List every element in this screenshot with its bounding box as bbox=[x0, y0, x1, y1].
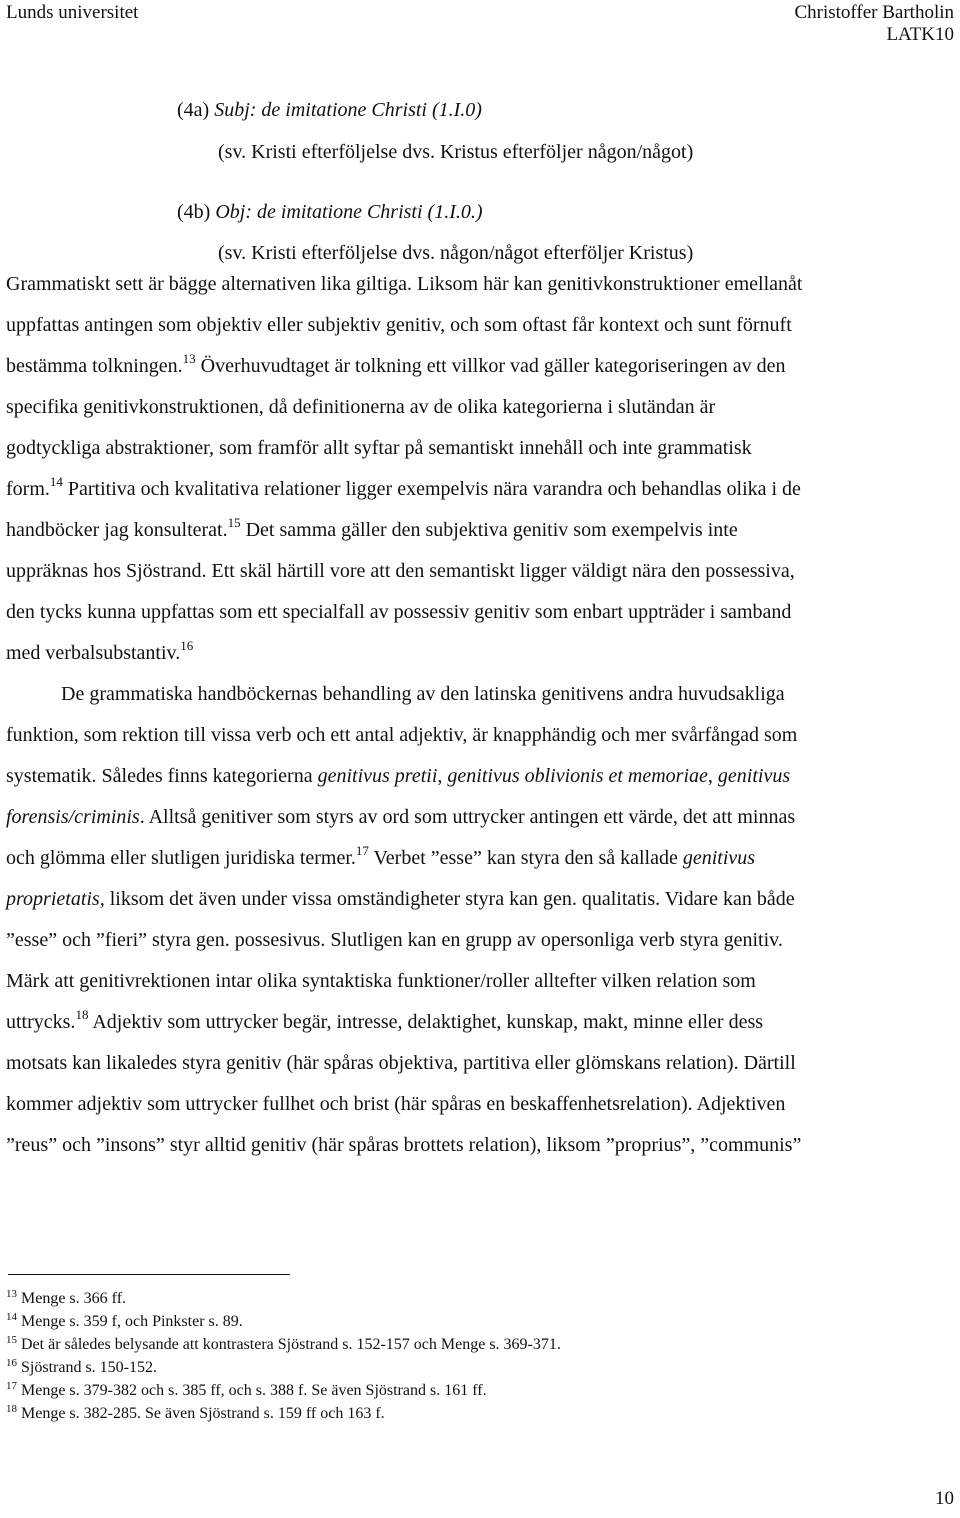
footnote-separator bbox=[8, 1274, 290, 1275]
footnote-number: 18 bbox=[6, 1403, 17, 1415]
body-text: bestämma tolkningen. bbox=[6, 355, 183, 377]
footnote-text: Sjöstrand s. 150-152. bbox=[17, 1359, 157, 1376]
body-line-4: specifika genitivkonstruktionen, då definitionerna av de olika kategorierna i slutändan är bbox=[6, 396, 716, 418]
example-4a-gloss: (sv. Kristi efterföljelse dvs. Kristus efterföljer någon/något) bbox=[218, 141, 694, 163]
body-text: uttrycks. bbox=[6, 1011, 76, 1033]
footnote-number: 15 bbox=[6, 1334, 17, 1346]
body-line-21: kommer adjektiv som uttrycker fullhet och brist (här spåras en beskaffenhetsrelation). Adjektiven bbox=[6, 1093, 786, 1115]
body-line-18: Märk att genitivrektionen intar olika syntaktiska funktioner/roller alltefter vilken relation som bbox=[6, 970, 756, 992]
body-text: Det samma gäller den subjektiva genitiv som exempelvis inte bbox=[240, 519, 738, 541]
body-line-17: ”esse” och ”fieri” styra gen. possesivus. Slutligen kan en grupp av opersonliga verb styra genitiv. bbox=[6, 929, 783, 951]
body-line-11: De grammatiska handböckernas behandling av den latinska genitivens andra huvudsakliga bbox=[61, 683, 785, 705]
example-4b-main: Obj: de imitatione Christi (1.I.0.) bbox=[215, 201, 483, 223]
footnote-text: Det är således belysande att kontrastera Sjöstrand s. 152-157 och Menge s. 369-371. bbox=[17, 1336, 561, 1353]
footnote-13 bbox=[6, 1290, 126, 1308]
latin-term: proprietatis, bbox=[6, 888, 105, 910]
body-line-10 bbox=[6, 638, 194, 665]
body-line-22: ”reus” och ”insons” styr alltid genitiv (här spåras brottets relation), liksom ”proprius”, ”communis” bbox=[6, 1134, 802, 1156]
body-line-12: funktion, som rektion till vissa verb och ett antal adjektiv, är knapphändig och mer svårfångad som bbox=[6, 724, 798, 746]
example-4a-main: Subj: de imitatione Christi (1.I.0) bbox=[214, 99, 482, 121]
body-line-13 bbox=[6, 764, 790, 788]
body-text: , bbox=[437, 765, 448, 787]
body-text: Adjektiv som uttrycker begär, intresse, delaktighet, kunskap, makt, minne eller dess bbox=[88, 1011, 764, 1033]
body-line-2: uppfattas antingen som objektiv eller subjektiv genitiv, och som oftast får kontext och sunt förnuft bbox=[6, 314, 792, 336]
latin-term: genitivus bbox=[682, 847, 756, 869]
footnote-text: Menge s. 379-382 och s. 385 ff, och s. 388 f. Se även Sjöstrand s. 161 ff. bbox=[17, 1382, 487, 1399]
body-line-5: godtyckliga abstraktioner, som framför allt syftar på semantiskt innehåll och inte grammatisk bbox=[6, 437, 752, 459]
example-4b-label: (4b) bbox=[177, 201, 211, 223]
page-number: 10 bbox=[935, 1488, 954, 1509]
body-text: och glömma eller slutligen juridiska termer. bbox=[6, 847, 356, 869]
body-text: form. bbox=[6, 478, 50, 500]
footnote-text: Menge s. 366 ff. bbox=[17, 1290, 127, 1307]
footnote-number: 14 bbox=[6, 1311, 17, 1323]
footnote-text: Menge s. 359 f, och Pinkster s. 89. bbox=[17, 1313, 243, 1330]
body-line-20: motsats kan likaledes styra genitiv (här spåras objektiva, partitiva eller glömskans relation). Därtill bbox=[6, 1052, 796, 1074]
footnote-number: 17 bbox=[6, 1380, 17, 1392]
example-4a-label: (4a) bbox=[177, 99, 210, 121]
body-line-9: den tycks kunna uppfattas som ett specialfall av possessiv genitiv som enbart uppträder i samband bbox=[6, 601, 792, 623]
latin-term: genitivus pretii bbox=[317, 765, 438, 787]
body-text: liksom det även under vissa omständigheter styra kan gen. qualitatis. Vidare kan både bbox=[104, 888, 795, 910]
body-line-6 bbox=[6, 474, 801, 501]
footnote-ref-13: 13 bbox=[182, 351, 196, 366]
footnote-16 bbox=[6, 1359, 157, 1377]
footnote-ref-18: 18 bbox=[75, 1007, 89, 1022]
header-institution: Lunds universitet bbox=[6, 2, 139, 23]
body-text: , bbox=[707, 765, 718, 787]
footnote-ref-15: 15 bbox=[227, 515, 241, 530]
example-4b bbox=[177, 201, 483, 223]
body-text: Partitiva och kvalitativa relationer ligger exempelvis nära varandra och behandlas olika i de bbox=[62, 478, 801, 500]
footnote-ref-17: 17 bbox=[355, 843, 369, 858]
footnote-number: 16 bbox=[6, 1357, 17, 1369]
latin-term: genitivus oblivionis et memoriae bbox=[447, 765, 708, 787]
body-text: med verbalsubstantiv. bbox=[6, 642, 181, 664]
footnote-18 bbox=[6, 1405, 385, 1423]
footnote-17 bbox=[6, 1382, 487, 1400]
example-4a bbox=[177, 99, 482, 121]
body-text: systematik. Således finns kategorierna bbox=[6, 765, 318, 787]
body-line-16 bbox=[6, 887, 795, 911]
footnote-15 bbox=[6, 1336, 561, 1354]
body-line-19 bbox=[6, 1007, 764, 1034]
body-text: handböcker jag konsulterat. bbox=[6, 519, 228, 541]
body-text: . Alltså genitiver som styrs av ord som uttrycker antingen ett värde, det att minnas bbox=[139, 806, 796, 828]
body-text: Överhuvudtaget är tolkning ett villkor vad gäller kategoriseringen av den bbox=[195, 355, 786, 377]
footnote-ref-14: 14 bbox=[49, 474, 63, 489]
body-line-8: uppräknas hos Sjöstrand. Ett skäl härtill vore att den semantiskt ligger väldigt nära den possessiva, bbox=[6, 560, 795, 582]
body-line-3 bbox=[6, 351, 786, 378]
header-author: Christoffer Bartholin bbox=[794, 2, 954, 23]
footnote-ref-16: 16 bbox=[180, 638, 194, 653]
body-line-7 bbox=[6, 515, 738, 542]
footnote-14 bbox=[6, 1313, 243, 1331]
header-author-course bbox=[794, 2, 954, 46]
latin-term: forensis/criminis bbox=[6, 806, 140, 828]
body-line-15 bbox=[6, 843, 756, 870]
footnote-number: 13 bbox=[6, 1288, 17, 1300]
body-line-14 bbox=[6, 805, 795, 829]
example-4b-gloss: (sv. Kristi efterföljelse dvs. någon/något efterföljer Kristus) bbox=[218, 242, 694, 264]
body-text: Verbet ”esse” kan styra den så kallade bbox=[368, 847, 683, 869]
latin-term: genitivus bbox=[717, 765, 791, 787]
footnote-text: Menge s. 382-285. Se även Sjöstrand s. 159 ff och 163 f. bbox=[17, 1405, 385, 1422]
header-course-code: LATK10 bbox=[886, 24, 954, 45]
body-line-1: Grammatiskt sett är bägge alternativen lika giltiga. Liksom här kan genitivkonstruktioner emellanåt bbox=[6, 273, 803, 295]
